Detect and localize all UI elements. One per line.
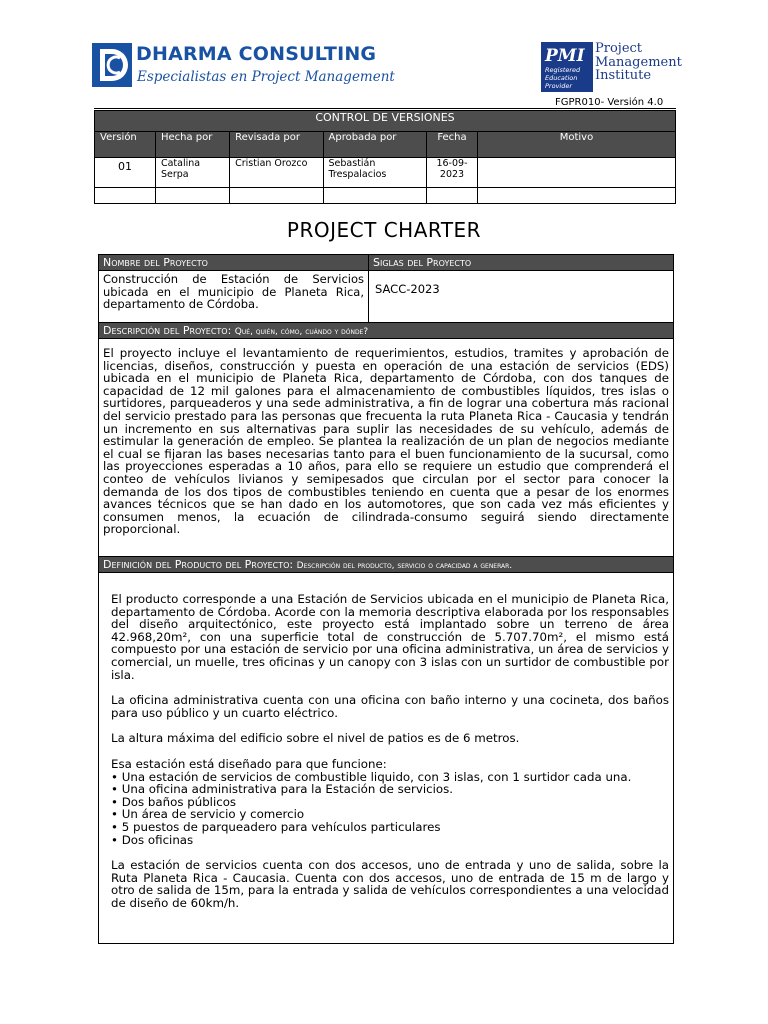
reason-cell <box>477 158 675 188</box>
project-description-header <box>99 323 673 339</box>
column-header: Revisada por <box>230 132 323 158</box>
project-name-label: Nombre del Proyecto <box>99 255 368 271</box>
pmi-logo <box>541 42 681 94</box>
version-table-title: CONTROL DE VERSIONES <box>95 111 676 132</box>
product-paragraph: La altura máxima del edificio sobre el nivel de patios es de 6 metros. <box>111 731 520 746</box>
project-charter-table <box>98 254 674 944</box>
list-item: • Dos baños públicos <box>111 796 669 809</box>
pmi-name <box>595 42 682 83</box>
company-tagline: Especialistas en Project Management <box>137 69 395 85</box>
version-control-table <box>94 110 676 204</box>
pmi-badge-title: PMI <box>545 46 585 66</box>
table-row <box>95 158 676 188</box>
project-acronym-column <box>369 255 673 323</box>
header-divider <box>94 108 676 109</box>
approved-by-cell: Sebastián Trespalacios <box>323 158 427 188</box>
pmi-name-line: Institute <box>595 68 652 83</box>
project-description-hint: Qué, quién, cómo, cuándo y dónde? <box>234 327 369 337</box>
reviewed-by-cell: Cristian Orozco <box>230 158 323 188</box>
dharma-logo-icon <box>92 43 132 87</box>
column-header: Fecha <box>427 132 478 158</box>
form-code: FGPR010- Versión 4.0 <box>555 97 664 108</box>
list-item: • Una estación de servicios de combustible liquido, con 3 islas, con 1 surtidor cada una. <box>111 771 669 784</box>
pmi-name-line: Management <box>595 54 682 70</box>
date-cell: 16-09-2023 <box>427 158 478 188</box>
product-paragraph: La oficina administrativa cuenta con una oficina con baño interno y una cocineta, dos baños para uso público y un cuarto eléctrico. <box>111 693 669 720</box>
product-definition-hint: Descripción del producto, servicio o capacidad a generar. <box>296 561 513 571</box>
pmi-badge-line: Provider <box>545 82 573 90</box>
column-header: Motivo <box>477 132 675 158</box>
empty-cell <box>230 188 323 204</box>
product-definition <box>99 573 673 943</box>
table-row <box>95 188 676 204</box>
column-header: Versión <box>95 132 156 158</box>
made-by-cell: Catalina Serpa <box>155 158 229 188</box>
empty-cell <box>95 188 156 204</box>
pmi-badge-line: Education <box>545 74 578 82</box>
list-item: • Una oficina administrativa para la Estación de servicios. <box>111 783 669 796</box>
list-item: • Dos oficinas <box>111 834 669 847</box>
product-definition-label: Definición del Producto del Proyecto: <box>103 558 294 571</box>
pmi-badge-line: Registered <box>545 66 581 74</box>
empty-cell <box>427 188 478 204</box>
company-name: DHARMA CONSULTING <box>136 43 377 65</box>
version-cell: 01 <box>95 158 156 188</box>
dharma-consulting-logo <box>92 43 395 93</box>
list-item: • Un área de servicio y comercio <box>111 808 669 821</box>
project-name-column <box>99 255 369 323</box>
column-header: Aprobada por <box>323 132 427 158</box>
pmi-name-line: Project <box>595 41 643 56</box>
project-name-row <box>99 255 673 323</box>
pmi-badge-icon <box>541 42 593 92</box>
empty-cell <box>323 188 427 204</box>
list-item: • 5 puestos de parqueadero para vehículos particulares <box>111 821 669 834</box>
empty-cell <box>155 188 229 204</box>
column-header: Hecha por <box>155 132 229 158</box>
product-feature-list <box>111 771 669 847</box>
product-paragraph: Esa estación está diseñado para que funcione: <box>111 756 387 771</box>
product-definition-header <box>99 557 673 573</box>
project-acronym: SACC-2023 <box>369 271 673 323</box>
product-paragraph: El producto corresponde a una Estación de Servicios ubicada en el municipio de Planeta Rica, departamento de Córdoba. Acorde con la memoria descriptiva elaborada por los responsables del diseño arquitectónico, este proyecto está implantado sobre un terreno de área 42.968,20m², con una superficie total de construcción de 5.707.70m², el mismo está compuesto por una estación de servicio por una oficina administrativa, un área de servicios y comercial, un muelle, tres oficinas y un canopy con 3 islas con un surtidor de combustible por isla. <box>111 592 669 682</box>
product-paragraph: La estación de servicios cuenta con dos accesos, uno de entrada y uno de salida, sobre la Ruta Planeta Rica - Caucasia. Cuenta con dos accesos, uno de entrada de 15 m de largo y otro de salida de 15m, para la entrada y salida de vehículos correspondientes a una velocidad de diseño de 60km/h. <box>111 858 669 910</box>
project-name: Construcción de Estación de Servicios ubicada en el municipio de Planeta Rica, departamento de Córdoba. <box>99 271 368 323</box>
version-table-header <box>95 132 676 158</box>
page-title: PROJECT CHARTER <box>286 218 482 242</box>
empty-cell <box>477 188 675 204</box>
project-acronym-label: Siglas del Proyecto <box>369 255 673 271</box>
project-description: El proyecto incluye el levantamiento de requerimientos, estudios, tramites y aprobación de licencias, diseños, construcción y puesta en operación de una estación de servicios (EDS) ubicada en el municipio de Planeta Rica, departamento de Córdoba, con dos tanques de capacidad de 12 mil galones para el almacenamiento de combustibles líquidos, tres islas o surtidores, parqueaderos y una sede administrativa, a fin de lograr una cobertura más racional del servicio prestado para las personas que frecuenta la ruta Planeta Rica - Caucasia y tendrán un incremento en sus alternativas para suplir las necesidades de su vehículo, además de estimular la generación de empleo. Se plantea la realización de un plan de negocios mediante el cual se fijaran las bases necesarias tanto para el buen funcionamiento de la sucursal, como las proyecciones esperadas a 10 años, para ello se requiere un estudio que comprenderá el conteo de vehículos livianos y semipesados que circulan por el sector para conocer la demanda de los dos tipos de combustibles teniendo en cuenta que a pesar de los enormes avances técnicos que se han dado en los automotores, que son cada vez más eficientes y consumen menos, la ecuación de cilindrada-consumo seguirá siendo directamente proporcional. <box>99 339 673 557</box>
project-description-label: Descripción del Proyecto: <box>103 324 232 337</box>
